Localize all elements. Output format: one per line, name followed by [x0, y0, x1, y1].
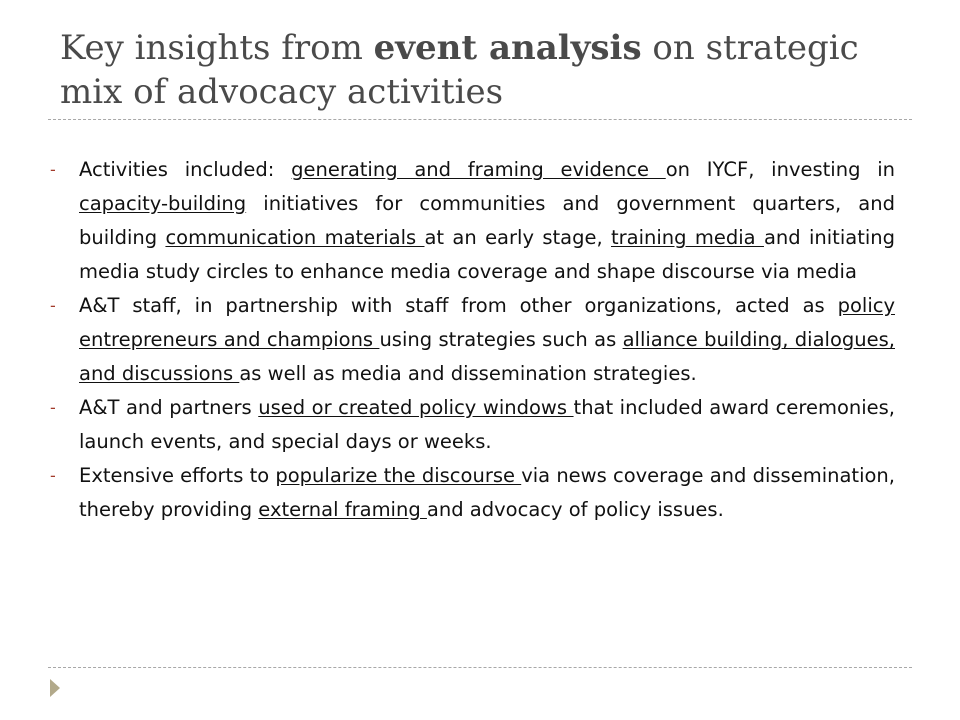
bullet-text: and advocacy of policy issues.: [426, 498, 724, 521]
title-bold: event analysis: [373, 28, 642, 68]
slide-title: [60, 26, 920, 114]
bullet-item: [50, 459, 895, 527]
underlined-phrase: alliance building, dialogues, and discussions: [79, 328, 895, 385]
bullet-text: and initiating media study circles to enhance media coverage and shape discourse via media: [79, 226, 896, 283]
bullet-item: [50, 289, 895, 391]
bullet-text: via news coverage and dissemination, thereby providing: [79, 464, 895, 521]
bullet-text: Activities included:: [79, 158, 292, 181]
bullet-list: [50, 153, 895, 527]
title-part-1: Key insights from: [60, 28, 374, 68]
bullet-text: that included award ceremonies, launch events, and special days or weeks.: [79, 396, 896, 453]
bullet-marker: -: [50, 398, 56, 417]
underlined-phrase: popularize the discourse: [275, 464, 522, 487]
underlined-phrase: generating and framing evidence: [291, 158, 666, 181]
bullet-marker: -: [50, 296, 56, 315]
title-part-2: on strategic mix of advocacy activities: [60, 28, 859, 112]
bullet-marker: -: [50, 466, 56, 485]
bullet-marker: -: [50, 160, 56, 179]
top-divider: [48, 119, 912, 120]
underlined-phrase: capacity-building: [79, 192, 247, 215]
bottom-divider: [48, 667, 912, 668]
bullet-text: A&T staff, in partnership with staff from other organizations, acted as: [79, 294, 838, 317]
bullet-text: initiatives for communities and government quarters, and building: [79, 192, 895, 249]
bullet-text: Extensive efforts to: [79, 464, 276, 487]
underlined-phrase: used or created policy windows: [258, 396, 574, 419]
underlined-phrase: training media: [611, 226, 764, 249]
bullet-text: at an early stage,: [424, 226, 611, 249]
underlined-phrase: policy entrepreneurs and champions: [79, 294, 895, 351]
bullet-item: [50, 153, 895, 289]
bullet-text: as well as media and dissemination strategies.: [239, 362, 697, 385]
underlined-phrase: communication materials: [165, 226, 425, 249]
underlined-phrase: external framing: [258, 498, 427, 521]
bullet-text: using strategies such as: [379, 328, 623, 351]
triangle-right-icon: [50, 679, 60, 697]
bullet-text: on IYCF, investing in: [665, 158, 895, 181]
bullet-text: A&T and partners: [79, 396, 259, 419]
bullet-item: [50, 391, 895, 459]
